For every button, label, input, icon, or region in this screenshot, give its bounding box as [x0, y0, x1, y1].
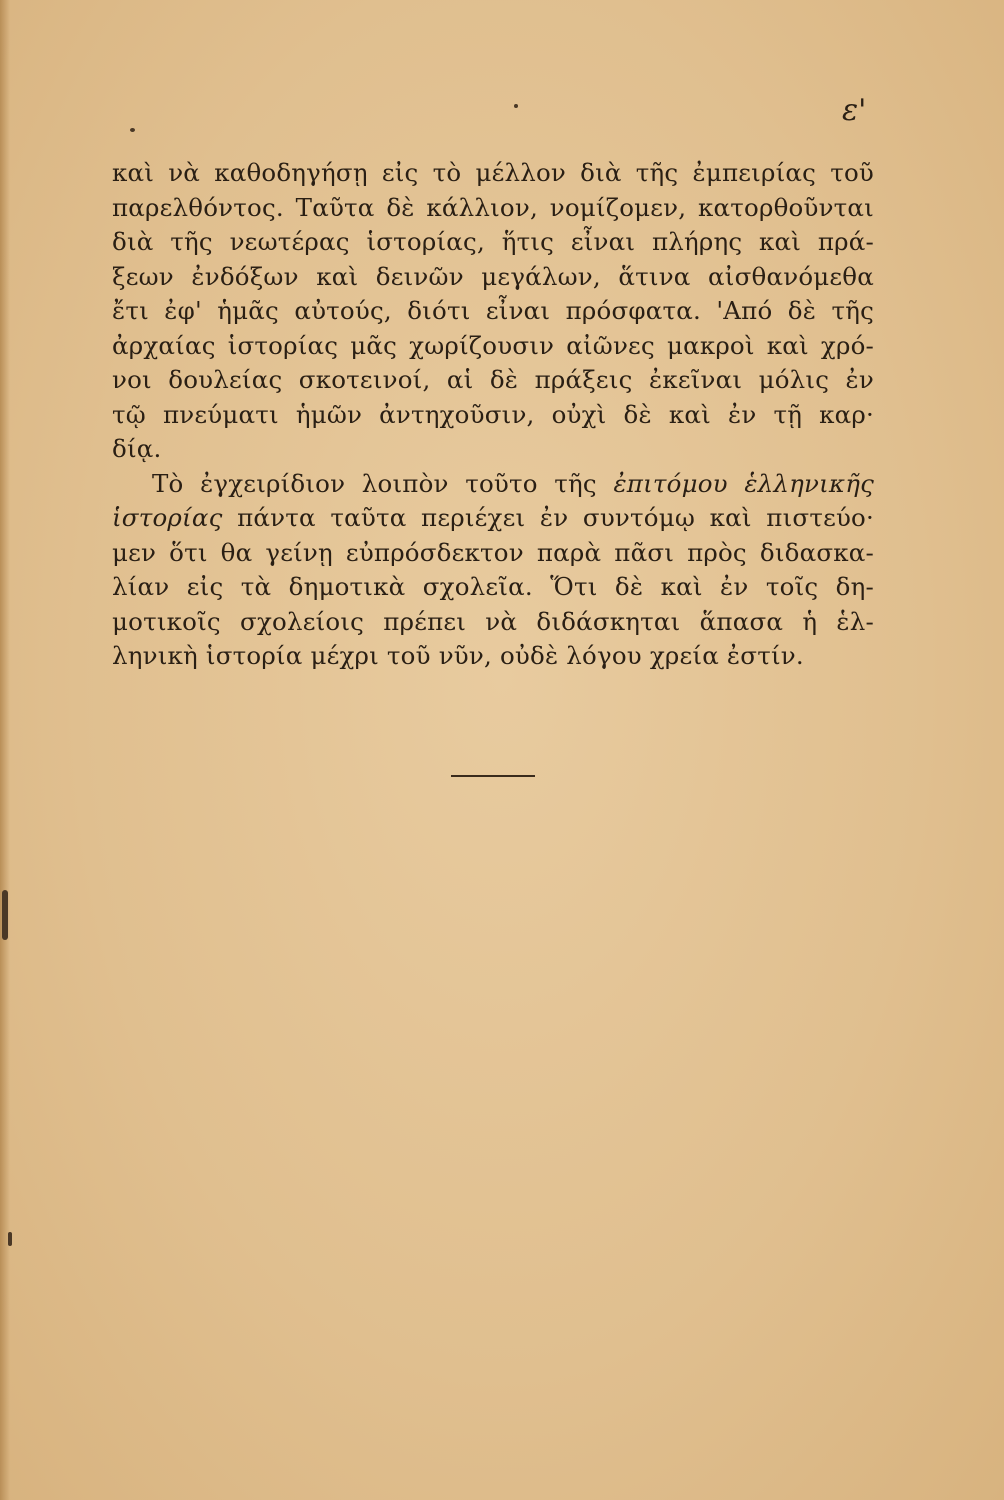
italic-title: ἱστορίας — [112, 503, 223, 532]
page-left-edge — [0, 0, 10, 1500]
text-line: παρελθόντος. Ταῦτα δὲ κάλλιον, νομίζομεν, κατορθοῦνται — [112, 192, 874, 222]
text-line: μοτικοῖς σχολείοις πρέπει νὰ διδάσκηται ἅπασα ἡ ἑλ- — [112, 606, 874, 636]
ink-speck — [8, 1232, 12, 1246]
text-line: μεν ὅτι θα γείνῃ εὐπρόσδεκτον παρὰ πᾶσι πρὸς διδασκα- — [112, 537, 874, 567]
text-line: δίᾳ. — [112, 434, 162, 463]
body-text — [112, 156, 874, 674]
text-line — [112, 501, 874, 536]
text-line: λίαν εἰς τὰ δημοτικὰ σχολεῖα. Ὅτι δὲ καὶ ἐν τοῖς δη- — [112, 572, 874, 601]
page-number: ε' — [842, 93, 867, 128]
text-line: ληνικὴ ἱστορία μέχρι τοῦ νῦν, οὐδὲ λόγου χρεία ἐστίν. — [112, 641, 804, 670]
text-line: ξεων ἐνδόξων καὶ δεινῶν μεγάλων, ἅτινα αἰσθανόμεθα — [112, 261, 874, 291]
text-line: νοι δουλείας σκοτεινοί, αἱ δὲ πράξεις ἐκεῖναι μόλις ἐν — [112, 365, 874, 394]
text-line: καὶ νὰ καθοδηγήσῃ εἰς τὸ μέλλον διὰ τῆς ἐμπειρίας τοῦ — [112, 158, 874, 187]
italic-title: ἐπιτόμου ἑλληνικῆς — [613, 468, 874, 498]
text-line — [112, 467, 874, 502]
text-line: τῷ πνεύματι ἡμῶν ἀντηχοῦσιν, οὐχὶ δὲ καὶ ἐν τῇ καρ· — [112, 399, 874, 429]
ink-speck — [130, 128, 135, 132]
text-run: Τὸ ἐγχειρίδιον λοιπὸν τοῦτο τῆς — [152, 468, 614, 498]
text-line: ἔτι ἐφ' ἡμᾶς αὐτούς, διότι εἶναι πρόσφατα. 'Από δὲ τῆς — [112, 296, 874, 325]
end-rule — [451, 775, 535, 777]
text-run: πάντα ταῦτα περιέχει ἐν συντόμῳ καὶ πιστεύο· — [222, 503, 874, 532]
text-line: διὰ τῆς νεωτέρας ἱστορίας, ἥτις εἶναι πλήρης καὶ πρά- — [112, 227, 874, 256]
ink-speck — [2, 890, 8, 940]
ink-speck — [514, 104, 518, 108]
text-line: ἀρχαίας ἱστορίας μᾶς χωρίζουσιν αἰῶνες μακροὶ καὶ χρό- — [112, 330, 874, 360]
